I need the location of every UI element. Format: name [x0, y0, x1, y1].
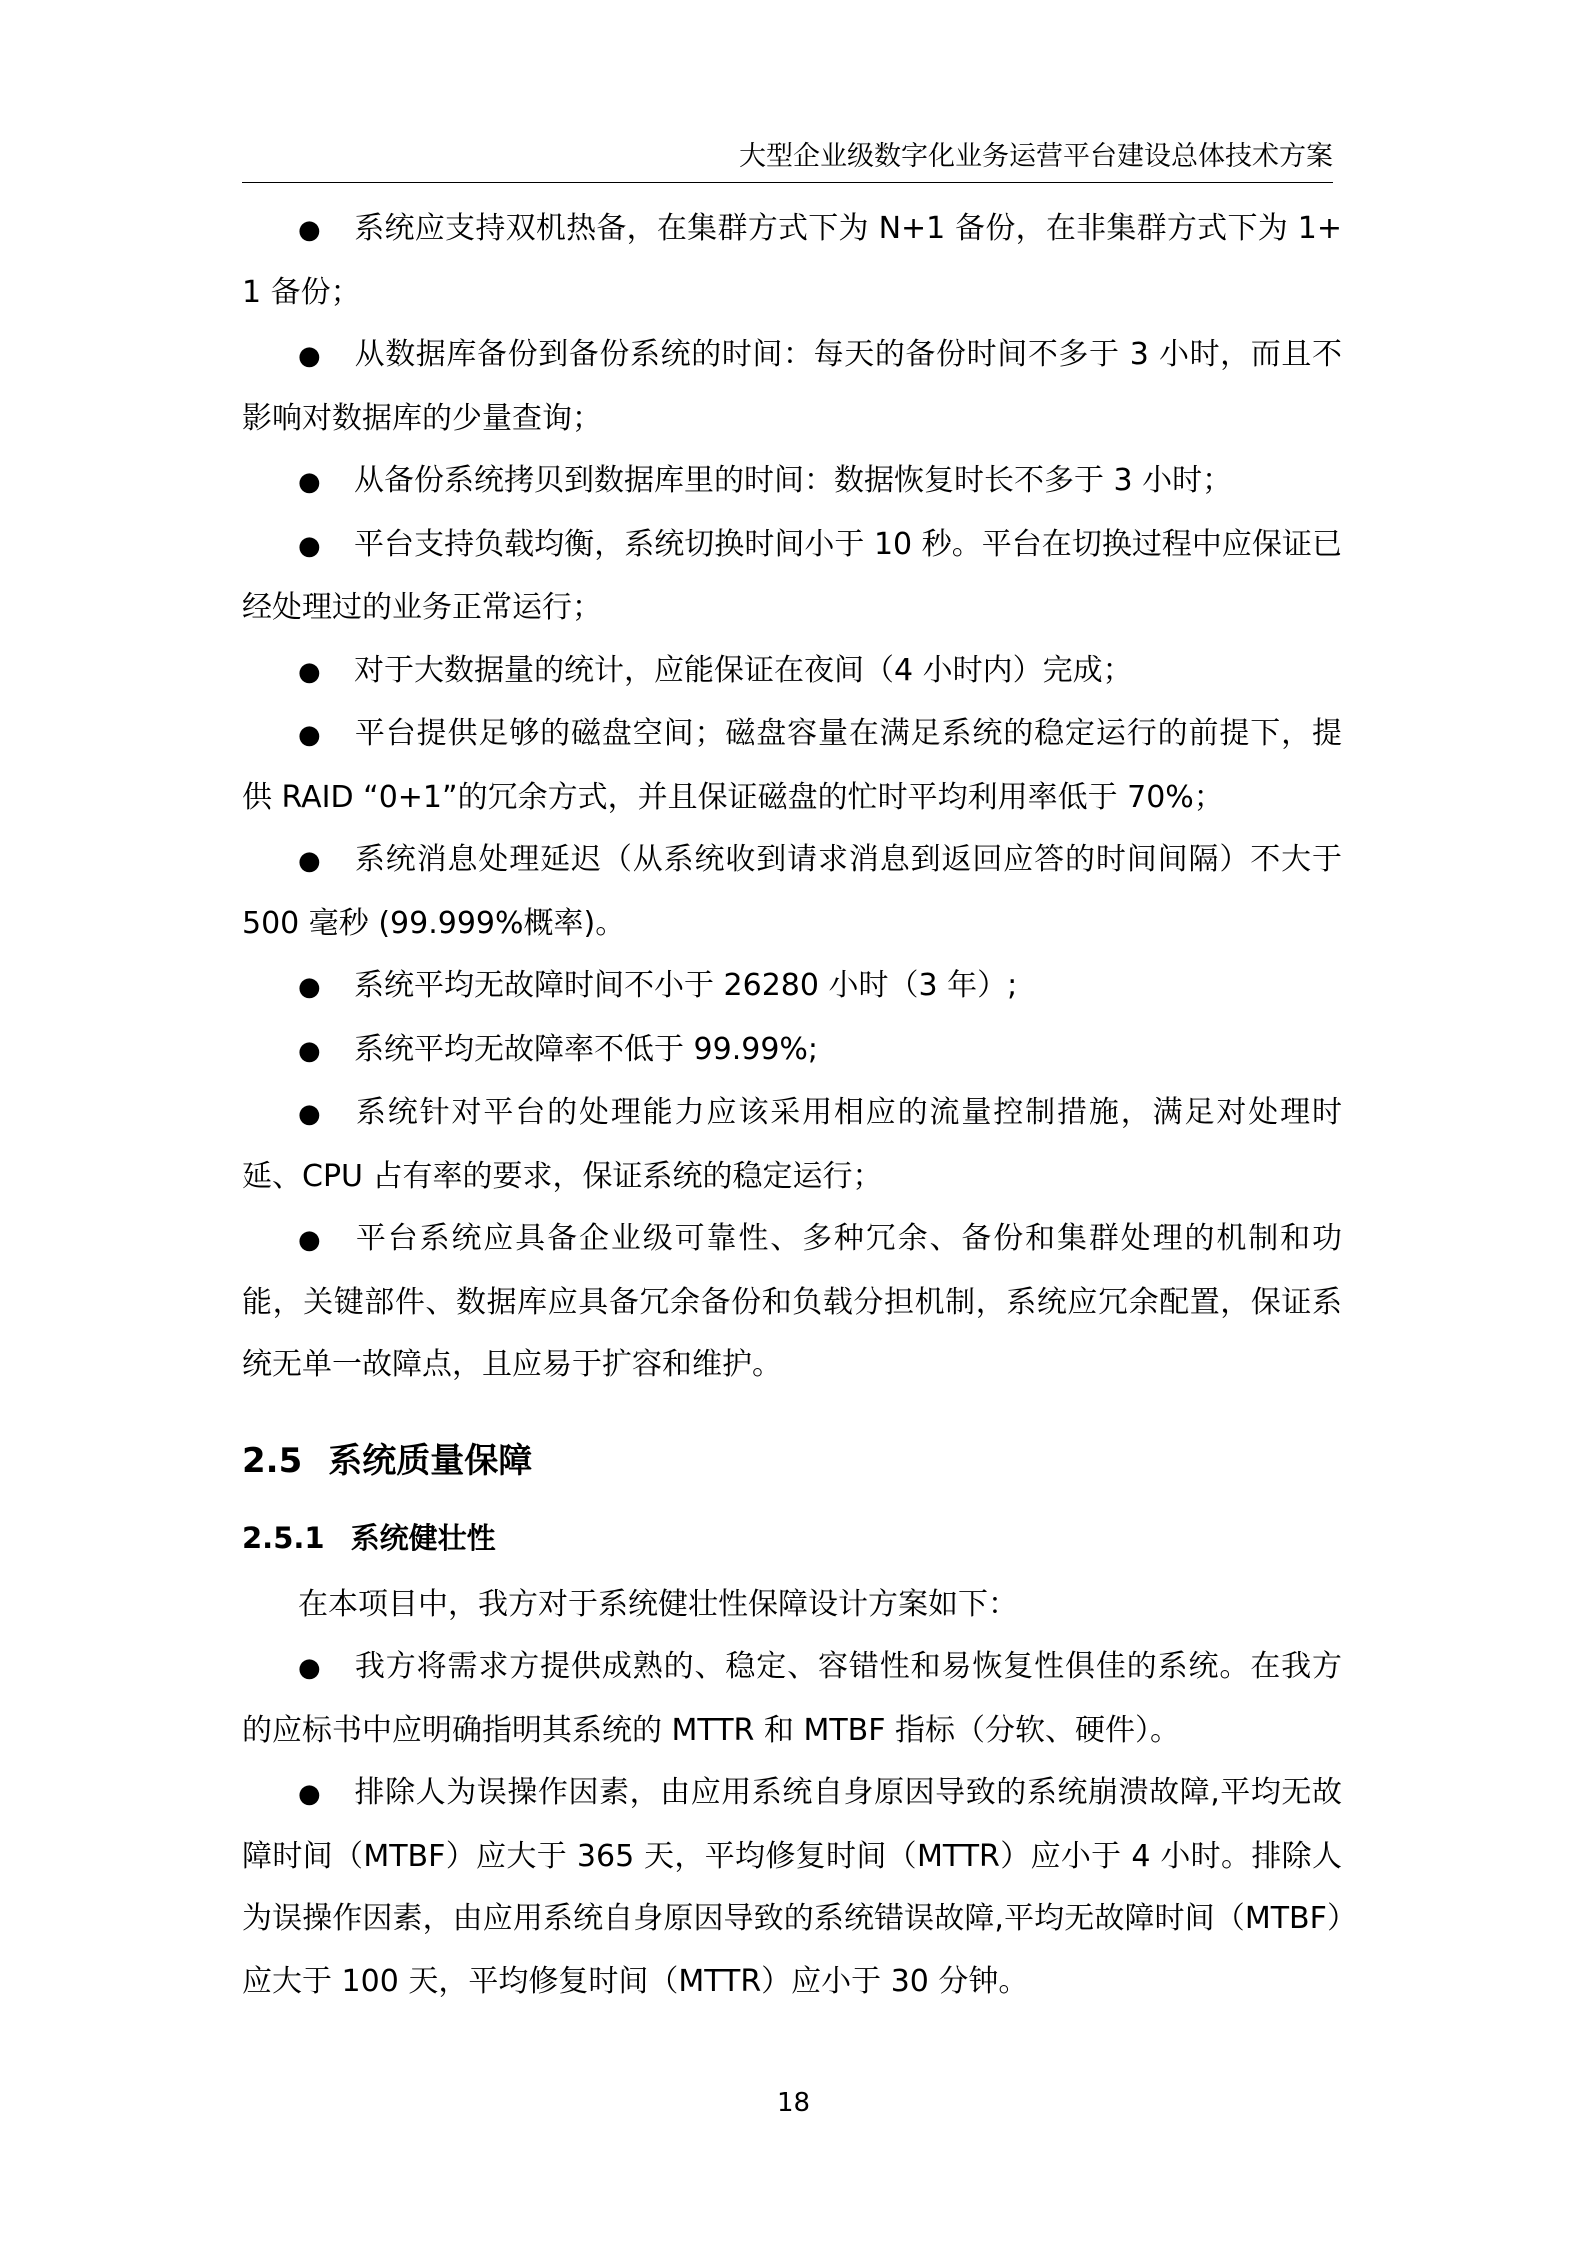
subsection-number: 2.5.1: [242, 1520, 325, 1555]
bullet-item: [242, 514, 1342, 640]
bullet-icon: ●: [298, 1779, 321, 1809]
bullet-text: 系统针对平台的处理能力应该采用相应的流量控制措施，满足对处理时延、CPU 占有率的要求，保证系统的稳定运行；: [242, 1095, 1342, 1194]
bullet-item: [242, 198, 1342, 324]
bullet-item: [242, 1208, 1342, 1397]
bullet-icon: ●: [298, 1099, 321, 1129]
bullet-item: [242, 1082, 1342, 1208]
bullet-item: [242, 955, 1342, 1019]
bullet-icon: ●: [298, 1225, 321, 1255]
subsection-heading: [242, 1518, 1342, 1558]
bullet-item: [242, 1636, 1342, 1762]
bullet-text: 系统平均无故障率不低于 99.99%;: [354, 1031, 819, 1067]
bullet-text: 系统应支持双机热备，在集群方式下为 N+1 备份，在非集群方式下为 1+1 备份；: [242, 211, 1342, 310]
section-title: 系统质量保障: [328, 1440, 533, 1481]
bullet-icon: ●: [298, 467, 321, 497]
bullet-text: 排除人为误操作因素，由应用系统自身原因导致的系统崩溃故障,平均无故障时间（MTBF）应大于 365 天，平均修复时间（MTTR）应小于 4 小时。排除人为误操作因素，由应用系统自身原因导致的系统错误故障,平均无故障时间（MTBF）应大于 100 天，平均修复时间（MTTR）应小于 30 分钟。: [242, 1775, 1342, 1999]
section-heading: [242, 1439, 1342, 1483]
bullet-icon: ●: [298, 1653, 321, 1683]
bullet-text: 我方将需求方提供成熟的、稳定、容错性和易恢复性俱佳的系统。在我方的应标书中应明确指明其系统的 MTTR 和 MTBF 指标（分软、硬件）。: [242, 1649, 1342, 1748]
bullet-icon: ●: [298, 215, 321, 245]
intro-paragraph: 在本项目中，我方对于系统健壮性保障设计方案如下：: [298, 1586, 1018, 1622]
bullet-item: [242, 703, 1342, 829]
page-number: 18: [776, 2088, 811, 2118]
bullet-icon: ●: [298, 846, 321, 876]
bullet-item: [242, 1019, 1342, 1083]
bullet-text: 系统消息处理延迟（从系统收到请求消息到返回应答的时间间隔）不大于 500 毫秒 (99.999%概率)。: [242, 842, 1342, 941]
page-header: 大型企业级数字化业务运营平台建设总体技术方案: [242, 138, 1333, 183]
bullet-text: 从备份系统拷贝到数据库里的时间：数据恢复时长不多于 3 小时；: [354, 463, 1233, 498]
section-number: 2.5: [242, 1440, 303, 1481]
bullet-text: 对于大数据量的统计，应能保证在夜间（4 小时内）完成；: [354, 652, 1133, 688]
bullet-item: [242, 640, 1342, 704]
bullet-item: [242, 324, 1342, 450]
bullet-item: [242, 450, 1342, 514]
bullet-icon: ●: [298, 341, 321, 371]
bullet-text: 平台提供足够的磁盘空间；磁盘容量在满足系统的稳定运行的前提下，提供 RAID “0+1”的冗余方式，并且保证磁盘的忙时平均利用率低于 70%；: [242, 716, 1342, 815]
bullet-text: 平台支持负载均衡，系统切换时间小于 10 秒。平台在切换过程中应保证已经处理过的业务正常运行；: [242, 526, 1342, 625]
bullet-text: 平台系统应具备企业级可靠性、多种冗余、备份和集群处理的机制和功能，关键部件、数据库应具备冗余备份和负载分担机制，系统应冗余配置，保证系统无单一故障点，且应易于扩容和维护。: [242, 1221, 1342, 1382]
bullet-item: [242, 1762, 1342, 2013]
bullet-icon: ●: [298, 1035, 321, 1066]
subsection-title: 系统健壮性: [350, 1520, 496, 1555]
bullet-icon: ●: [298, 656, 321, 687]
bullet-icon: ●: [298, 720, 321, 750]
bullet-icon: ●: [298, 530, 321, 561]
bullet-text: 从数据库备份到备份系统的时间：每天的备份时间不多于 3 小时，而且不影响对数据库的少量查询；: [242, 337, 1342, 436]
document-body: [242, 198, 1342, 2013]
bullet-icon: ●: [298, 972, 321, 1002]
bullet-item: [242, 829, 1342, 955]
bullet-text: 系统平均无故障时间不小于 26280 小时（3 年）;: [354, 968, 1018, 1003]
